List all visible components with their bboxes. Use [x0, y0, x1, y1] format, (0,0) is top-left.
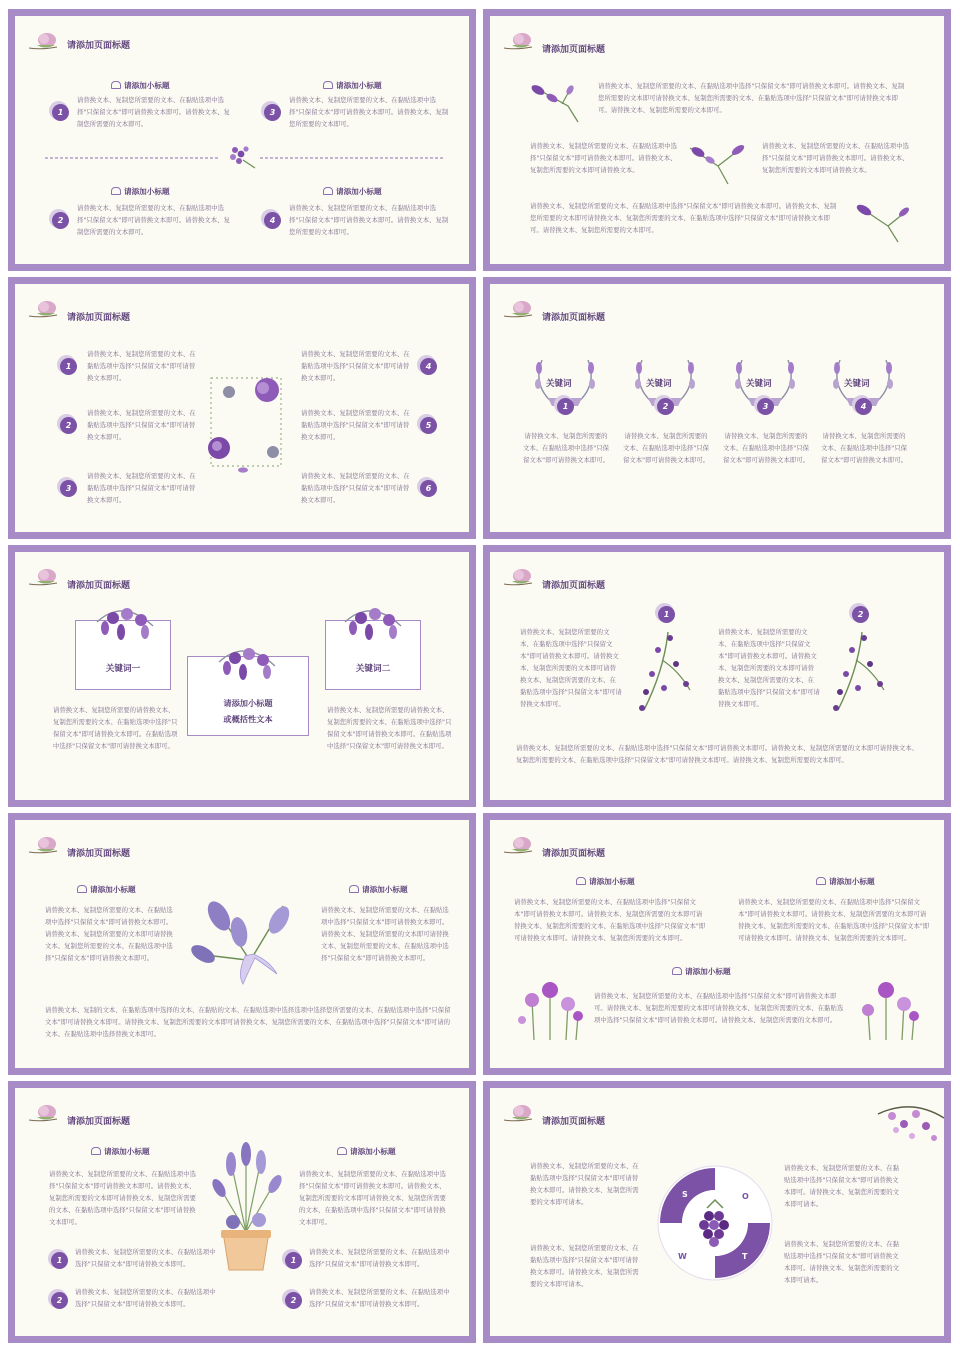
subtitle	[323, 80, 382, 91]
swot-letter: T	[742, 1252, 748, 1261]
body-text: 请替换文本、复制您所需要的文本、在黏贴选项中选择"只保留文本"即可请替换文本即可。	[622, 432, 710, 464]
keyword-label: 关键词	[746, 379, 772, 389]
subtitle-text: 请添加小标题	[104, 1147, 150, 1156]
page-title: 请添加页面标题	[542, 45, 606, 55]
body-text: 请替换文本、复制您所需要的文本、在黏贴选项中选择"只保留文本"即可请替换文本即可。请替换文本、复制您所需要的文本即可请替换文本、复制您所需要的文本、在黏贴选项中选择"只保留文本"即可请替换文本即可。	[45, 906, 173, 962]
body-text: 请替换文本、复制您所需要的文本、在黏贴选项中选择"只保留文本"即可请替换文本即可。	[75, 1248, 216, 1268]
keyword-label: 关键词	[844, 379, 870, 389]
number-badge: 5	[420, 417, 437, 434]
subtitle	[111, 80, 170, 91]
keyword-label: 关键词	[646, 379, 672, 389]
subtitle	[337, 1146, 396, 1157]
clover-icon	[576, 877, 586, 885]
subtitle	[111, 186, 170, 197]
body-text: 请替换文本、复制您所需要的文本、在黏贴选项中选择"只保留文本"即可请替换文本即可。请替换文本、复制您所需要的文本即可。	[289, 96, 449, 128]
clover-icon	[77, 885, 87, 893]
body-text: 请替换文本、复制您所需要的文本、在黏贴选项中选择"只保留文本"即可请替换文本即可。请替换文本、复制您所需要的文本即可请替换文本。	[762, 142, 909, 174]
subtitle	[91, 1146, 150, 1157]
page-title: 请添加页面标题	[67, 581, 131, 591]
subtitle	[77, 884, 136, 895]
page-title: 请添加页面标题	[542, 313, 606, 323]
body-text: 请替换文本、复制您所需要的文本、在黏贴选项中选择"只保留文本"即可请替换文本即可。	[522, 432, 610, 464]
subtitle	[323, 186, 382, 197]
body-text: 请替换文本、复制您所需要的文本、在黏贴选项中选择"只保留文本"即可请替换文本即可。	[87, 350, 196, 382]
berry-icon	[693, 1198, 737, 1250]
swot-letter: O	[742, 1192, 749, 1201]
subtitle-text: 请添加小标题	[336, 81, 382, 90]
body-text: 请替换文本、复制您所需要的文本、在黏贴选项中选择"只保留文本"即可请替换文本即可。	[87, 472, 196, 504]
bouquet-icon	[215, 642, 279, 684]
body-text: 请替换文本、复制您所需要的文本、在黏贴选项中选择"只保留文本"即可请替换文本即可。	[309, 1288, 450, 1308]
number-badge: 1	[658, 606, 675, 623]
number-badge: 1	[557, 398, 574, 415]
slide-4[interactable]	[483, 277, 951, 539]
flower-logo-icon	[27, 28, 67, 54]
bouquet-icon	[341, 602, 405, 644]
keyword-label: 关键词一	[105, 664, 141, 674]
lavender-icon	[225, 142, 259, 172]
clover-icon	[323, 187, 333, 195]
page-title: 请添加页面标题	[542, 1117, 606, 1127]
subtitle-text: 请添加小标题	[685, 967, 731, 976]
wisteria-icon	[872, 1094, 948, 1154]
page-title: 请添加页面标题	[67, 41, 131, 51]
lavender-icon	[528, 76, 584, 124]
clover-icon	[816, 877, 826, 885]
page-title: 请添加页面标题	[67, 849, 131, 859]
body-text: 请替换文本、复制您所需要的文本、在黏贴选项中选择"只保留文本"即可请替换文本即可。请替换文本、复制您所需要的文本即可请本。	[530, 1162, 639, 1206]
body-text: 请替换文本、复制您所需要的请替换文本、复制您所需要的文本、在黏贴选项中选择"只保留文本"即可请替换文本即可。在黏贴选项中选择"只保留文本"即可请替换文本即可。	[53, 706, 178, 750]
number-badge: 6	[420, 480, 437, 497]
flower-logo-icon	[502, 1100, 542, 1126]
number-badge: 4	[420, 358, 437, 375]
clover-icon	[91, 1147, 101, 1155]
number-badge: 1	[285, 1252, 302, 1269]
subtitle-text: 请添加小标题	[362, 885, 408, 894]
flower-logo-icon	[27, 832, 67, 858]
swot-letter: S	[682, 1190, 688, 1199]
body-text: 请替换文本、复制您所需要的请替换文本、复制您所需要的文本、在黏贴选项中选择"只保留文本"即可请替换文本即可。在黏贴选项中选择"只保留文本"即可请替换文本即可。	[327, 706, 452, 750]
page-title: 请添加页面标题	[542, 849, 606, 859]
bouquet-icon	[93, 602, 157, 644]
lavender-branch-icon	[634, 630, 696, 716]
center-subtitle: 请添加小标题	[223, 698, 273, 708]
bouquet-icon	[183, 894, 307, 990]
page-title: 请添加页面标题	[67, 313, 131, 323]
body-text: 请替换文本、复制您所需要的文本、在黏贴选项中选择"只保留文本"即可请替换文本即可。	[301, 409, 410, 441]
keyword-label: 关键词	[546, 379, 572, 389]
body-text: 请替换文本、复制您所需要的文本、在黏贴选项中选择"只保留文本"即可请替换文本即可。请替换文本、复制您所需要的文本即可请替换文本、复制您所需要的文本、在黏贴选项中选择"只保留文本"即可请替换文本即可。请替换文本、复制您所需要的文本即可。	[514, 898, 706, 942]
clover-icon	[111, 81, 121, 89]
number-badge: 1	[52, 104, 69, 121]
flower-logo-icon	[502, 832, 542, 858]
subtitle-text: 请添加小标题	[90, 885, 136, 894]
clover-icon	[323, 81, 333, 89]
slide-3[interactable]	[8, 277, 476, 539]
clover-icon	[111, 187, 121, 195]
number-badge: 3	[757, 398, 774, 415]
body-text: 请替换文本、复制您所需要的文本、在黏贴选项中选择"只保留文本"即可请替换文本即可。请替换文本、复制您所需要的文本即可。	[77, 96, 230, 128]
lavender-icon	[852, 196, 914, 244]
lavender-icon	[688, 140, 752, 186]
slide-10[interactable]	[483, 1081, 951, 1343]
keyword-label: 关键词二	[355, 664, 391, 674]
lavender-branch-icon	[828, 630, 890, 716]
body-text: 请替换文本、复制您所需要的文本、在黏贴选项中选择"只保留文本"即可请替换文本即可。请替换文本、复制您所需要的文本即可请替换文本、复制您所需要的文本、在黏贴选项中选择"只保留文本"即可请替换文本即可。请替换文本、复制您所需要的文本即可。	[516, 744, 919, 764]
clover-icon	[349, 885, 359, 893]
body-text: 请替换文本、复制您所需要的文本、在黏贴选项中选择"只保留文本"即可请替换文本即可。请替换文本、复制您所需要的文本即可请替换文本、复制您所需要的文本、在黏贴选项中选择"只保留文本"即可请替换文本即可。请替换文本、复制您所需要的文本即可。	[594, 992, 844, 1024]
subtitle-text: 请添加小标题	[350, 1147, 396, 1156]
slide-1[interactable]	[8, 9, 476, 271]
subtitle-text: 请添加小标题	[336, 187, 382, 196]
clover-icon	[337, 1147, 347, 1155]
body-text: 请替换文本、复制您所需要的文本、在黏贴选项中选择"只保留文本"即可请替换文本即可。	[301, 350, 410, 382]
flower-logo-icon	[502, 296, 542, 322]
flower-logo-icon	[27, 296, 67, 322]
flower-logo-icon	[27, 564, 67, 590]
number-badge: 2	[51, 1292, 68, 1309]
allium-icon	[852, 980, 924, 1042]
body-text: 请替换文本、复制您所需要的文本、在黏贴选项中选择"只保留文本"即可请替换文本即可。请替换文本、复制您所需要的文本即可。	[289, 204, 449, 236]
flower-logo-icon	[502, 564, 542, 590]
number-badge: 2	[852, 606, 869, 623]
body-text: 请替换文本、复制您所需要的文本、在黏贴选项中选择"只保留文本"即可请替换文本即可。	[309, 1248, 450, 1268]
slide-2[interactable]	[483, 9, 951, 271]
number-badge: 4	[855, 398, 872, 415]
number-badge: 1	[60, 358, 77, 375]
body-text: 请替换文本、复制您所需要的文本、在黏贴选项中选择"只保留文本"即可请替换文本即可。请替换文本、复制您所需要的文本即可请替换文本、复制您所需要的文本、在黏贴选项中选择"只保留文本"即可请替换文本即可。请替换文本、复制您所需要的文本即可。	[530, 202, 837, 234]
slide-6[interactable]	[483, 545, 951, 807]
number-badge: 3	[60, 480, 77, 497]
body-text: 请替换文本、复制您所需要的文本、在黏贴选项中选择"只保留文本"即可请替换文本即可。请替换文本、复制您所需要的文本即可请替换文本、复制您所需要的文本、在黏贴选项中选择"只保留文本"即可请替换文本即可。	[321, 906, 449, 962]
subtitle	[672, 966, 731, 977]
body-text: 请替换文本、复制您所需要的文本、在黏贴选项中选择"只保留文本"即可请替换文本即可。	[301, 472, 410, 504]
body-text: 请替换文本、复制您所需要的文本、在黏贴选项中选择"只保留文本"即可请替换文本即可。请替换文本、复制您所需要的文本即可请本。	[530, 1244, 639, 1288]
body-text: 请替换文本、复制您所需要的文本、在黏贴选项中选择"只保留文本"即可请替换文本即可。请替换文本、复制您所需要的文本即可请替换文本、复制您所需要的文本、在黏贴选项中选择"只保留文本"即可请替换文本即可。	[299, 1170, 446, 1226]
body-text: 请替换文本、复制您所需要的文本、在黏贴选项中选择"只保留文本"即可请替换文本即可。请替换文本、复制您所需要的文本即可请本。	[784, 1164, 900, 1208]
body-text: 请替换文本、复制您所需要的文本、在黏贴选项中选择"只保留文本"即可请替换文本即可。请替换文本、复制您所需要的文本即可请替换文本、复制您所需要的文本、在黏贴选项中选择"只保留文本"即可请替换文本即可。请替换文本、复制您所需要的文本即可。	[598, 82, 905, 114]
body-text: 请替换文本、复制您所需要的文本、在黏贴选项中选择"只保留文本"即可请替换文本即可。请替换文本、复制您所需要的文本即可请替换文本、复制您所需要的文本、在黏贴选项中选择"只保留文本"即可请替换文本即可。请替换文本、复制您所需要的文本即可。	[738, 898, 930, 942]
page-title: 请添加页面标题	[67, 1117, 131, 1127]
subtitle-text: 请添加小标题	[589, 877, 635, 886]
slide-7[interactable]	[8, 813, 476, 1075]
subtitle-text: 请添加小标题	[124, 187, 170, 196]
body-text: 请替换文本、复制您所需要的文本、在黏贴选项中选择"只保留文本"即可请替换文本即可。请替换文本、复制您所需要的文本即可请本。	[784, 1240, 900, 1284]
clover-icon	[672, 967, 682, 975]
body-text: 请替换文本、复制您所需要的文本、在黏贴选项中选择"只保留文本"即可请替换文本即可。请替换文本、复制您所需要的文本即可请替换文本、复制您所需要的文本、在黏贴选项中选择"只保留文本"即可请替换文本即可。	[718, 628, 820, 708]
wreath-icon	[203, 370, 289, 474]
subtitle	[576, 876, 635, 887]
flower-logo-icon	[27, 1100, 67, 1126]
subtitle-text: 请添加小标题	[829, 877, 875, 886]
number-badge: 4	[264, 212, 281, 229]
number-badge: 1	[51, 1252, 68, 1269]
body-text: 请替换文本、复制您所需要的文本、在黏贴选项中选择"只保留文本"即可请替换文本即可。	[87, 409, 196, 441]
swot-letter: W	[678, 1252, 687, 1261]
flower-logo-icon	[502, 28, 542, 54]
body-text: 请替换文本、复制您所需要的文本、在黏贴选项中选择"只保留文本"即可请替换文本即可。请替换文本、复制您所需要的文本即可请替换文本、复制您所需要的文本、在黏贴选项中选择"只保留文本"即可请替换文本即可。	[520, 628, 622, 708]
body-text: 请替换文本、复制您所需要的文本、在黏贴选项中选择"只保留文本"即可请替换文本即可。请替换文本、复制您所需要的文本即可请替换文本、复制您所需要的文本、在黏贴选项中选择"只保留文本"即可请替换文本即可。	[49, 1170, 196, 1226]
subtitle	[816, 876, 875, 887]
number-badge: 2	[285, 1292, 302, 1309]
body-text: 请替换文本、复制的文本、在黏贴选项中选择的文本、在黏贴的文本、在黏贴选项中选择选项中选择您所需要的文本、在黏贴选项中选择"只保留文本"即可请替换文本即可。请替换文本、复制您所需要的文本即可请替换文本、复制您所需要的文本、在黏贴选项中选择"只保留文本"即可请的文本、在黏贴选项中选择替换文本即可。	[45, 1006, 451, 1038]
number-badge: 2	[60, 417, 77, 434]
subtitle-text: 请添加小标题	[124, 81, 170, 90]
allium-icon	[516, 980, 588, 1042]
center-subtitle: 或概括性文本	[223, 714, 273, 724]
slide-8[interactable]	[483, 813, 951, 1075]
body-text: 请替换文本、复制您所需要的文本、在黏贴选项中选择"只保留文本"即可请替换文本即可。请替换文本、复制您所需要的文本即可请替换文本。	[530, 142, 677, 174]
slide-5[interactable]	[8, 545, 476, 807]
number-badge: 2	[52, 212, 69, 229]
body-text: 请替换文本、复制您所需要的文本、在黏贴选项中选择"只保留文本"即可请替换文本即可。	[722, 432, 810, 464]
slide-9[interactable]	[8, 1081, 476, 1343]
number-badge: 3	[264, 104, 281, 121]
subtitle	[349, 884, 408, 895]
body-text: 请替换文本、复制您所需要的文本、在黏贴选项中选择"只保留文本"即可请替换文本即可。	[75, 1288, 216, 1308]
body-text: 请替换文本、复制您所需要的文本、在黏贴选项中选择"只保留文本"即可请替换文本即可。	[820, 432, 908, 464]
body-text: 请替换文本、复制您所需要的文本、在黏贴选项中选择"只保留文本"即可请替换文本即可。请替换文本、复制您所需要的文本即可。	[77, 204, 230, 236]
number-badge: 2	[657, 398, 674, 415]
page-title: 请添加页面标题	[542, 581, 606, 591]
